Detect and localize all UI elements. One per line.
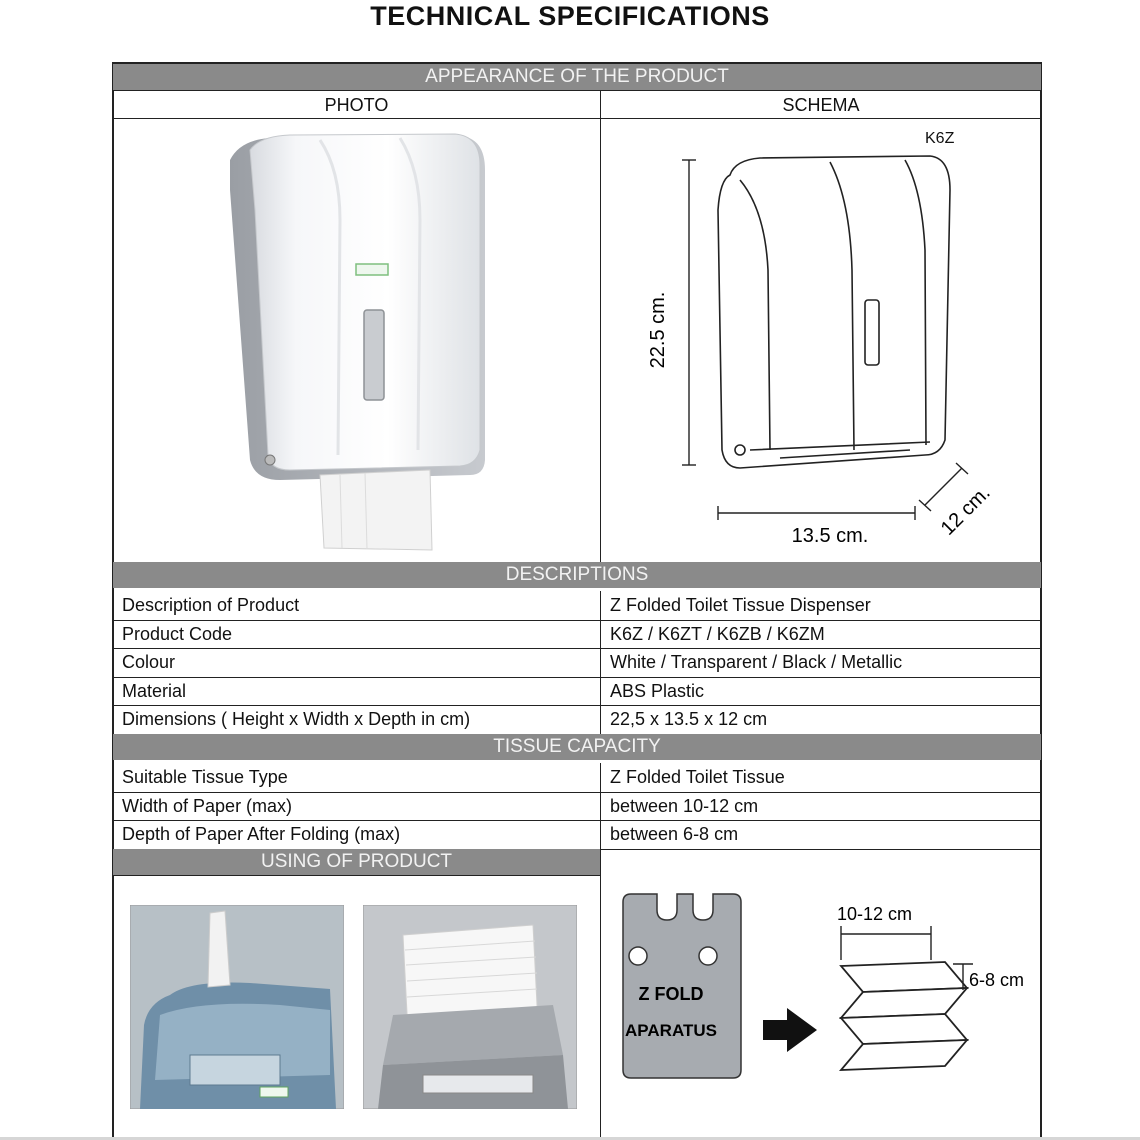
height-dimension-label: 22.5 cm. bbox=[647, 291, 669, 369]
spec-value: between 10-12 cm bbox=[610, 795, 759, 816]
tissue bbox=[320, 470, 432, 550]
spec-label: Product Code bbox=[122, 623, 233, 644]
arrow-icon bbox=[763, 1008, 817, 1052]
using-band: USING OF PRODUCT bbox=[113, 849, 600, 875]
depth-dimension-label: 12 cm. bbox=[936, 481, 995, 540]
spec-value: ABS Plastic bbox=[610, 680, 705, 701]
usage-photo-left bbox=[130, 905, 344, 1109]
spec-value: K6Z / K6ZT / K6ZB / K6ZM bbox=[610, 623, 825, 644]
schema-column-header: SCHEMA bbox=[782, 95, 860, 115]
spec-value: 22,5 x 13.5 x 12 cm bbox=[610, 709, 768, 730]
spec-value: Z Folded Toilet Tissue bbox=[610, 767, 785, 787]
apparatus-label-line2: APARATUS bbox=[625, 1021, 717, 1040]
row-divider bbox=[113, 677, 1041, 678]
product-photo bbox=[200, 130, 500, 555]
photo-column-header: PHOTO bbox=[324, 95, 389, 115]
tissue-capacity-band: TISSUE CAPACITY bbox=[113, 734, 1041, 760]
z-fold-diagram bbox=[605, 880, 1035, 1100]
divider bbox=[113, 875, 600, 876]
schema-code: K6Z bbox=[925, 130, 955, 147]
column-divider bbox=[600, 591, 601, 734]
spec-label: Dimensions ( Height x Width x Depth in cm) bbox=[122, 709, 471, 730]
dispenser-cover bbox=[250, 134, 480, 470]
column-divider bbox=[600, 763, 601, 849]
divider bbox=[113, 90, 1041, 91]
spec-label: Colour bbox=[122, 652, 176, 673]
divider bbox=[113, 118, 1041, 119]
divider bbox=[600, 90, 601, 562]
spec-value: White / Transparent / Black / Metallic bbox=[610, 652, 903, 673]
spec-label: Material bbox=[122, 680, 187, 701]
brand-label bbox=[356, 264, 388, 275]
apparatus-label-line1: Z FOLD bbox=[638, 984, 704, 1004]
row-divider bbox=[113, 620, 1041, 621]
spec-label: Width of Paper (max) bbox=[122, 795, 293, 816]
spec-label: Suitable Tissue Type bbox=[122, 767, 288, 787]
schema-drawing bbox=[640, 150, 1020, 550]
fold-width-label: 10-12 cm bbox=[837, 904, 913, 924]
appearance-band: APPEARANCE OF THE PRODUCT bbox=[113, 64, 1041, 90]
spec-label: Description of Product bbox=[122, 595, 300, 615]
descriptions-band: DESCRIPTIONS bbox=[113, 562, 1041, 588]
fold-depth-label: 6-8 cm bbox=[969, 970, 1025, 990]
schema-outline bbox=[718, 156, 950, 468]
divider bbox=[600, 849, 601, 1138]
spec-label: Depth of Paper After Folding (max) bbox=[122, 824, 401, 845]
page-title: TECHNICAL SPECIFICATIONS bbox=[370, 1, 770, 31]
width-dimension-label: 13.5 cm. bbox=[791, 525, 869, 547]
spec-value: Z Folded Toilet Tissue Dispenser bbox=[610, 595, 871, 615]
usage-photo-right bbox=[363, 905, 577, 1109]
level-window bbox=[364, 310, 384, 400]
spec-value: between 6-8 cm bbox=[610, 824, 739, 845]
